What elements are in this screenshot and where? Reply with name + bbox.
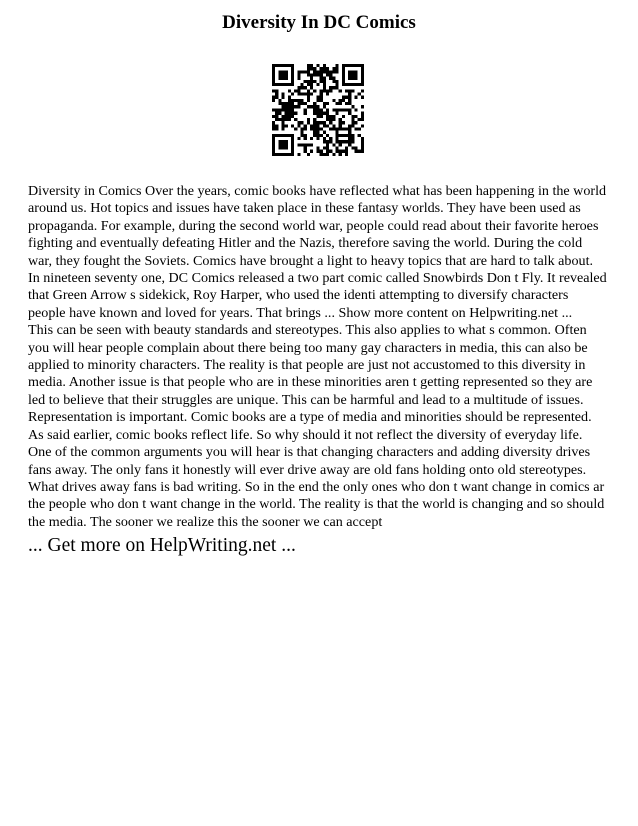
body-line: around us. Hot topics and issues have taken place in these fantasy worlds. They have been used as (28, 200, 581, 217)
body-line: the media. The sooner we realize this the sooner we can accept (28, 513, 383, 530)
body-line: In nineteen seventy one, DC Comics released a two part comic called Snowbirds Don t Fly. It revealed (28, 270, 607, 287)
qr-code-icon (272, 64, 364, 156)
body-line: the people who don t want change in the world. The reality is that the world is changing and so should (28, 496, 605, 513)
body-line: propaganda. For example, during the second world war, people could read about their favorite heroes (28, 217, 599, 234)
body-line: As said earlier, comic books reflect life. So why should it not reflect the diversity of everyday life. (28, 426, 583, 443)
body-line: war, they fought the Soviets. Comics have brought a light to heavy topics that are hard to talk about. (28, 252, 594, 269)
body-line: people have known and loved for years. That brings ... Show more content on Helpwriting.net ... (28, 304, 573, 321)
body-line: that Green Arrow s sidekick, Roy Harper, who used the identi attempting to diversify characters (28, 287, 569, 304)
body-line: fighting and eventually defeating Hitler and the Nazis, therefore saving the world. During the cold (28, 235, 583, 252)
body-line: led to believe that their struggles are unique. This can be harmful and lead to a multitude of issues. (28, 391, 584, 408)
body-line: applied to minority characters. The reality is that people are just not accustomed to this diversity in (28, 357, 586, 374)
body-line: you will hear people complain about there being too many gay characters in media, this can also be (28, 339, 588, 356)
body-line: fans away. The only fans it honestly will ever drive away are old fans holding onto old stereotypes. (28, 461, 587, 478)
body-line: One of the common arguments you will hear is that changing characters and adding diversity drives (28, 444, 591, 461)
article-body (28, 183, 610, 531)
body-line: Diversity in Comics Over the years, comic books have reflected what has been happening in the world (28, 183, 607, 199)
get-more-link[interactable]: ... Get more on HelpWriting.net ... (28, 535, 296, 556)
body-line: media. Another issue is that people who are in these minorities aren t getting represented so they are (28, 374, 593, 391)
qr-code[interactable] (272, 64, 364, 156)
body-line: What drives away fans is bad writing. So in the end the only ones who don t want change in comics ar (28, 478, 605, 495)
body-line: This can be seen with beauty standards and stereotypes. This also applies to what s common. Often (28, 322, 587, 339)
body-line: Representation is important. Comic books are a type of media and minorities should be represented. (28, 409, 592, 426)
page-title: Diversity In DC Comics (222, 12, 416, 33)
